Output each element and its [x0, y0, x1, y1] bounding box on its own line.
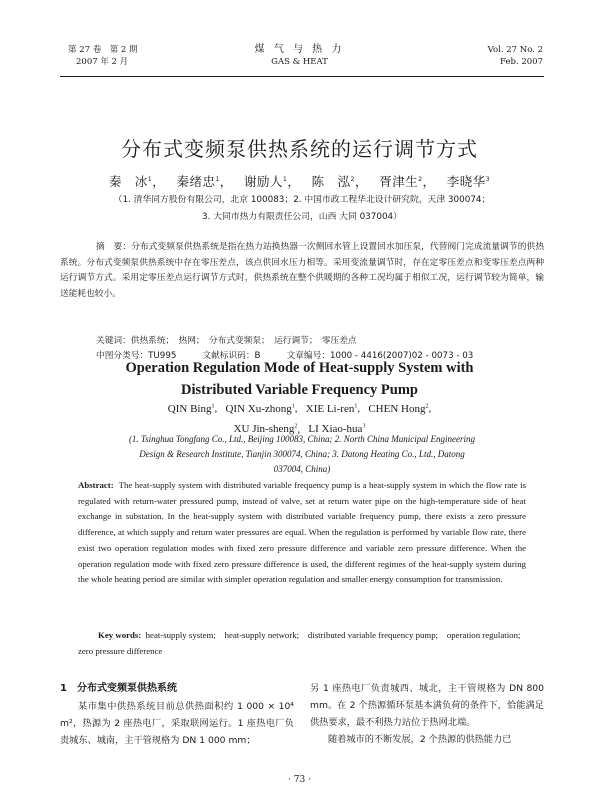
author-cn: 胥津生$^2$: [379, 174, 423, 189]
journal-name-en: GAS & HEAT: [271, 57, 328, 67]
journal-name-cn: 煤 气 与 热 力: [254, 44, 345, 55]
abstract-en-label: Abstract:: [78, 480, 114, 490]
title-en-line: Distributed Variable Frequency Pump: [181, 382, 418, 398]
volume-en-text: Vol. 27 No. 2: [487, 45, 543, 55]
author-en: LI Xiao-hua$^3$: [308, 423, 366, 436]
author-en: QIN Xu-zhong$^1$: [225, 402, 295, 415]
body-column-right: [310, 680, 544, 748]
abstract-en-text: The heat-supply system with distributed variable frequency pump is a heat-supply system in which the flow rate is regulated with return-water pressured pump, instead of valve, set at return water pipe on the high-temperature side of heat exchange in substation. In the heat-supply system with distributed variable frequency pump, there exists a zero pressure difference, at which supply and return water pressures are equal. When the regulation is performed by variable flow rate, there exist two operation regulation modes with fixed zero pressure difference and variable zero pressure difference. When the operation regulation mode with fixed zero pressure difference is used, the different regimes of the heat-supply system during the whole heating period are similar with simpler operation regulation and smaller energy consumption for transmission.: [78, 480, 526, 585]
abstract-cn-label: 摘 要：: [96, 242, 132, 252]
body-paragraph: 另 1 座热电厂负责城西、城北，主干管规格为 DN 800 mm。在 2 个热源循环泵基本满负荷的条件下，恰能满足供热要求，最不利热力站位于热网北端。: [310, 683, 544, 728]
author-en: XIE Li-ren$^1$: [305, 402, 358, 415]
keywords-cn: [96, 334, 357, 349]
keywords-en: [78, 628, 530, 659]
body-paragraph: 随着城市的不断发展，2 个热源的供热能力已: [328, 734, 512, 745]
affiliation-en-line: (1. Tsinghua Tongfang Co., Ltd., Beijing 100083, China; 2. North China Municipal Engineering: [128, 434, 476, 444]
journal-volume-en: [488, 44, 543, 68]
body-paragraph: 某市集中供热系统目前总供热面积约 1 000 × 10⁴ m²，热源为 2 座热电厂，采取联网运行。1 座热电厂负责城东、城南，主干管规格为 DN 1 000 mm；: [60, 701, 294, 746]
keywords-en-label: Key words:: [98, 630, 142, 640]
section-heading: 1 分布式变频泵供热系统: [60, 683, 177, 694]
keywords-en-text: heat-supply system; heat-supply network; distributed variable frequency pump; operation regulation; zero pressure difference: [78, 630, 530, 656]
author-cn: 秦绪忠$^1$: [176, 174, 220, 189]
abstract-en: [78, 478, 526, 588]
abstract-cn-text: 分布式变频泵供热系统是指在热力站换热器一次侧回水管上设置回水加压泵，代替阀门完成流量调节的供热系统。分布式变频泵供热系统中存在零压差点，该点供回水压力相等。采用变流量调节时，存在定零压差点和变零压差点两种运行调节方式。采用定零压差点运行调节方式时，供热系统在整个供暖期的各种工况均属于相似工况，运行调节较为简单，输送能耗也较小。: [60, 242, 545, 299]
classification-cn: 中图分类号：TU995 文献标识码：B 文章编号：1000 - 4416(2007)02 - 0073 - 03: [96, 351, 474, 361]
affiliation-en-line: 037004, China): [273, 464, 331, 474]
abstract-cn: [60, 240, 544, 302]
author-cn: 谢励人$^1$: [244, 174, 288, 189]
affiliations-en: [60, 432, 544, 477]
affiliations-cn: [60, 192, 544, 226]
body-column-left: [60, 680, 294, 749]
page-number: · 73 ·: [288, 775, 311, 785]
author-cn: 陈 泓$^2$: [311, 174, 355, 189]
affiliation-cn-line: （1. 清华同方股份有限公司，北京 100083；2. 中国市政工程华北设计研究院，天津 300074；: [113, 195, 491, 205]
authors-cn: 秦 冰$^1$， 秦绪忠$^1$， 谢励人$^1$， 陈 泓$^2$， 胥津生$^2$， 李晓华$^3$: [108, 174, 491, 189]
title-en-line: Operation Regulation Mode of Heat-supply System with: [125, 360, 474, 376]
affiliation-cn-line: 3. 大同市热力有限责任公司，山西 大同 037004）: [202, 212, 402, 222]
issue-date-text: 2007 年 2 月: [76, 57, 129, 67]
authors-en: QIN Bing$^1$, QIN Xu-zhong$^1$, XIE Li-ren$^1$, CHEN Hong$^2$, XU Jin-sheng$^2$, LI Xiao-hua$^3$: [167, 402, 432, 436]
paper-title-cn: 分布式变频泵供热系统的运行调节方式: [121, 137, 478, 161]
paper-title-en: [0, 357, 599, 401]
author-cn: 李晓华$^3$: [446, 174, 491, 189]
author-en: XU Jin-sheng$^2$: [233, 423, 298, 436]
affiliation-en-line: Design & Research Institute, Tianjin 300074, China; 3. Datong Heating Co., Ltd., Datong: [139, 449, 465, 459]
author-cn: 秦 冰$^1$: [108, 174, 153, 189]
author-en: CHEN Hong$^2$: [368, 402, 429, 415]
header-rule: [60, 76, 544, 77]
keywords-cn-label: 关键词：: [96, 336, 131, 346]
author-en: QIN Bing$^1$: [167, 402, 215, 415]
keywords-cn-text: 供热系统； 热网； 分布式变频泵； 运行调节； 零压差点: [130, 336, 357, 346]
date-en-text: Feb. 2007: [500, 57, 543, 67]
volume-issue-text: 第 27 卷 第 2 期: [68, 45, 138, 55]
